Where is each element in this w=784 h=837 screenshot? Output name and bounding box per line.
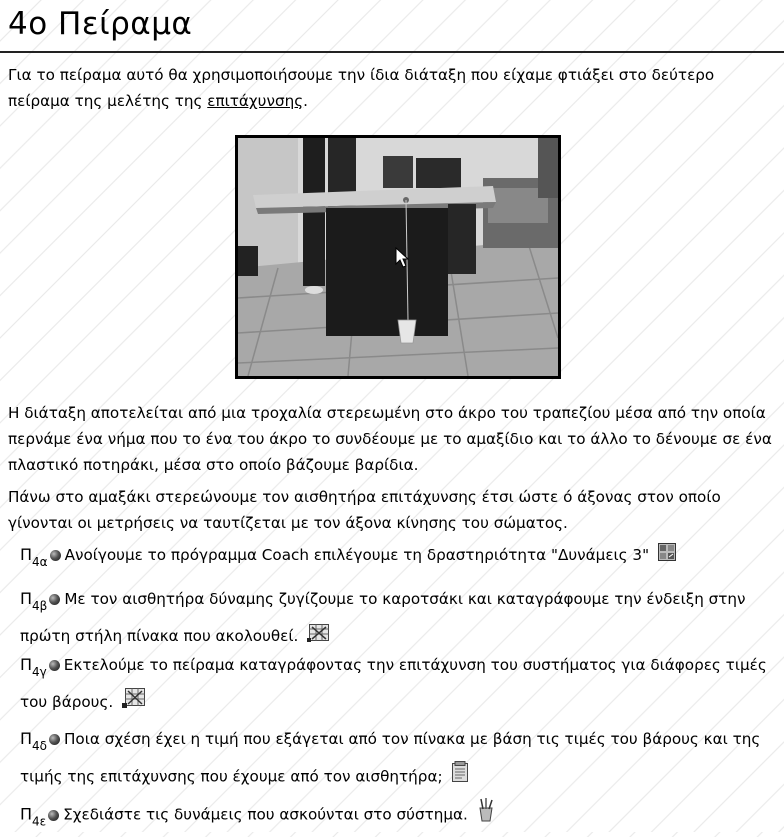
table-icon[interactable] [307,622,329,652]
step-4a [20,540,776,577]
step-4e-label: Π [20,804,33,824]
table-icon[interactable] [122,688,146,718]
step-4e [20,798,776,837]
step-4d [20,724,776,793]
coach-activity-icon[interactable] [658,541,676,571]
step-4a-label: Π [20,545,33,564]
experiment-video-frame [238,138,558,376]
step-4e-text: Σχεδιάστε τις δυνάμεις που ασκούνται στο σύστημα. [63,805,468,824]
step-4d-label: Π [20,729,33,748]
step-4c-text: Εκτελούμε το πείραμα καταγράφοντας την επιτάχυνση του συστήματος για διάφορες τιμές του βάρους. [20,656,767,711]
step-4b-text: Με τον αισθητήρα δύναμης ζυγίζουμε το καροτσάκι και καταγράφουμε την ένδειξη στην πρώτη στήλη πίνακα που ακολουθεί. [20,590,746,645]
bullet-icon [49,734,60,745]
experiment-video[interactable] [235,135,561,379]
bullet-icon [48,810,59,821]
acceleration-link[interactable]: επιτάχυνσης [207,92,304,110]
intro-text: Για το πείραμα αυτό θα χρησιμοποιήσουμε την ίδια διάταξη που είχαμε φτιάξει στο δεύτερο πείραμα της μελέτης της [8,66,715,110]
bullet-icon [49,660,60,671]
page-title: 4ο Πείραμα [8,6,193,42]
step-4c-sub: 4γ [32,665,47,679]
bullet-icon [49,594,60,605]
pencil-cup-icon[interactable] [477,798,495,832]
notepad-icon[interactable] [451,761,469,793]
intro-paragraph [8,62,778,114]
title-divider [0,51,784,53]
setup-description: Η διάταξη αποτελείται από μια τροχαλία στερεωμένη στο άκρο του τραπεζίου μέσα από την οποία περνάμε ένα νήμα που το ένα του άκρο το συνδέουμε με το αμαξίδιο και το άλλο το δένουμε σε ένα πλαστικό ποτηράκι, μέσα στο οποίο βάζουμε βαρίδια. [8,404,772,474]
intro-after: . [303,92,308,110]
step-4a-sub: 4α [32,555,48,569]
bullet-icon [50,550,61,561]
step-4c-label: Π [20,655,33,674]
sensor-description: Πάνω στο αμαξάκι στερεώνουμε τον αισθητήρα επιτάχυνσης έτσι ώστε ό άξονας στον οποίο γίνονται οι μετρήσεις να ταυτίζεται με τον άξονα κίνησης του σώματος. [8,488,721,532]
step-4b-sub: 4β [32,599,48,613]
step-4d-text: Ποια σχέση έχει η τιμή που εξάγεται από τον πίνακα με βάση τις τιμές του βάρους και της τιμής της επιτάχυνσης που έχουμε από τον αισθητήρα; [20,730,761,786]
step-4c [20,650,776,718]
step-4b-label: Π [20,589,33,608]
step-4b [20,584,776,652]
step-4e-sub: 4ε [32,814,47,829]
step-4d-sub: 4δ [32,739,48,753]
step-4a-text: Ανοίγουμε το πρόγραμμα Coach επιλέγουμε τη δραστηριότητα "Δυνάμεις 3" [64,546,650,564]
